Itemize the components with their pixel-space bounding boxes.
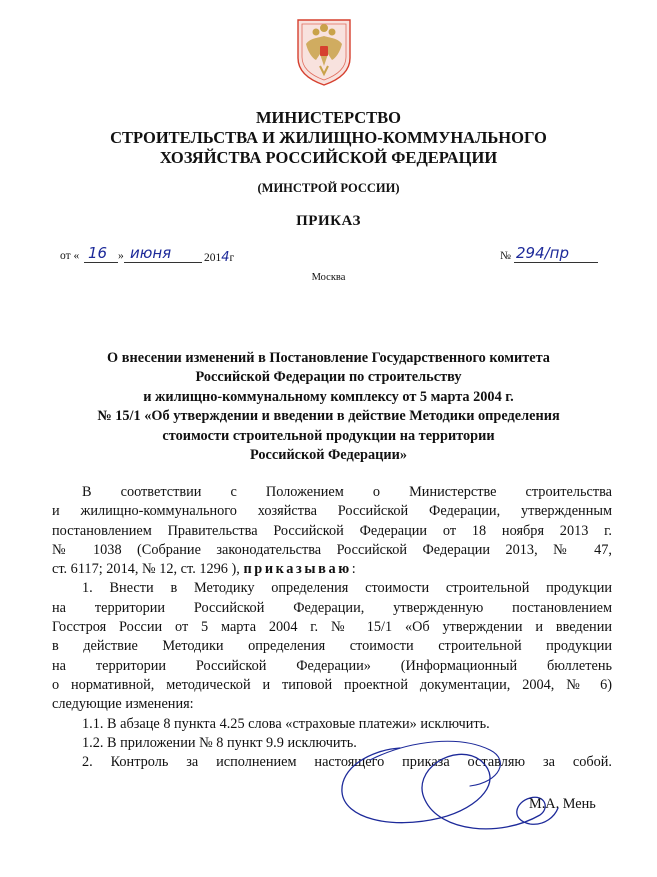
russian-coat-of-arms-icon xyxy=(292,14,356,88)
item-1-line: на территории Российской Федерации, утвержденную постановлением xyxy=(52,599,612,616)
order-subject xyxy=(0,349,657,465)
ministry-line: МИНИСТЕРСТВО xyxy=(255,108,402,127)
preamble-line: № 1038 (Собрание законодательства Российской Федерации 2013, № 47, xyxy=(52,541,612,558)
ministry-abbreviation: (МИНСТРОЙ РОССИИ) xyxy=(257,181,400,195)
subject-line: и жилищно-коммунальному комплексу от 5 марта 2004 г. xyxy=(143,388,514,405)
item-1-line: в действие Методики определения стоимости строительной продукции xyxy=(52,638,612,655)
number-value: 294/пр xyxy=(516,244,570,262)
preamble-line: В соответствии с Положением о Министерстве строительства xyxy=(82,484,612,500)
preamble-end: ст. 6117; 2014, № 12, ст. 1296 ), xyxy=(52,561,240,578)
order-body xyxy=(52,483,612,772)
ministry-name xyxy=(0,108,657,168)
preamble-last-line xyxy=(52,560,612,579)
date-month: июня xyxy=(130,244,172,262)
preamble-line: и жилищно-коммунального хозяйства Российской Федерации, утвержденным xyxy=(52,503,612,520)
ministry-line: СТРОИТЕЛЬСТВА И ЖИЛИЩНО-КОММУНАЛЬНОГО xyxy=(110,128,547,147)
subject-line: Российской Федерации» xyxy=(249,447,408,464)
item-1-2: 1.2. В приложении № 8 пункт 9.9 исключить. xyxy=(82,734,357,751)
order-number xyxy=(500,240,600,264)
date-day-blank xyxy=(84,244,118,263)
date-month-blank xyxy=(124,244,202,263)
item-1-line: 1. Внести в Методику определения стоимости строительной продукции xyxy=(82,580,612,597)
date-year xyxy=(204,250,234,265)
ministry-line: ХОЗЯЙСТВА РОССИЙСКОЙ ФЕДЕРАЦИИ xyxy=(159,148,498,167)
item-1-last-line: следующие изменения: xyxy=(52,696,194,713)
document-type: ПРИКАЗ xyxy=(296,213,361,229)
preamble-line: постановлением Правительства Российской Федерации от 18 ноября 2013 г. xyxy=(52,522,612,539)
item-2: 2. Контроль за исполнением настоящего приказа оставляю за собой. xyxy=(82,754,612,771)
number-prefix: № xyxy=(500,250,511,262)
subject-line: Российской Федерации по строительству xyxy=(195,369,462,386)
item-1-line: о нормативной, методической и типовой проектной документации, 2004, № 6) xyxy=(52,676,612,693)
subject-line: О внесении изменений в Постановление Государственного комитета xyxy=(107,350,550,366)
order-date xyxy=(60,240,280,264)
date-year-digit: 4 xyxy=(221,250,230,265)
signer-name: М.А. Мень xyxy=(529,796,596,812)
subject-line: № 15/1 «Об утверждении и введении в действие Методики определения xyxy=(97,408,560,425)
order-colon: : xyxy=(351,561,356,578)
number-blank xyxy=(514,244,598,263)
item-1-line: на территории Российской Федерации» (Информационный бюллетень xyxy=(52,657,612,674)
order-word: приказываю xyxy=(243,561,352,578)
subject-line: стоимости строительной продукции на территории xyxy=(162,427,495,444)
date-suffix: г xyxy=(229,252,235,264)
date-quote: » xyxy=(118,250,124,262)
date-day: 16 xyxy=(88,244,108,262)
item-1-1: 1.1. В абзаце 8 пункта 4.25 слова «страховые платежи» исключить. xyxy=(82,715,490,732)
item-1-line: Госстроя России от 5 марта 2004 г. № 15/1 «Об утверждении и введении xyxy=(52,619,612,636)
city: Москва xyxy=(311,272,346,283)
date-year-prefix: 201 xyxy=(204,252,222,264)
date-prefix: от « xyxy=(60,250,80,262)
